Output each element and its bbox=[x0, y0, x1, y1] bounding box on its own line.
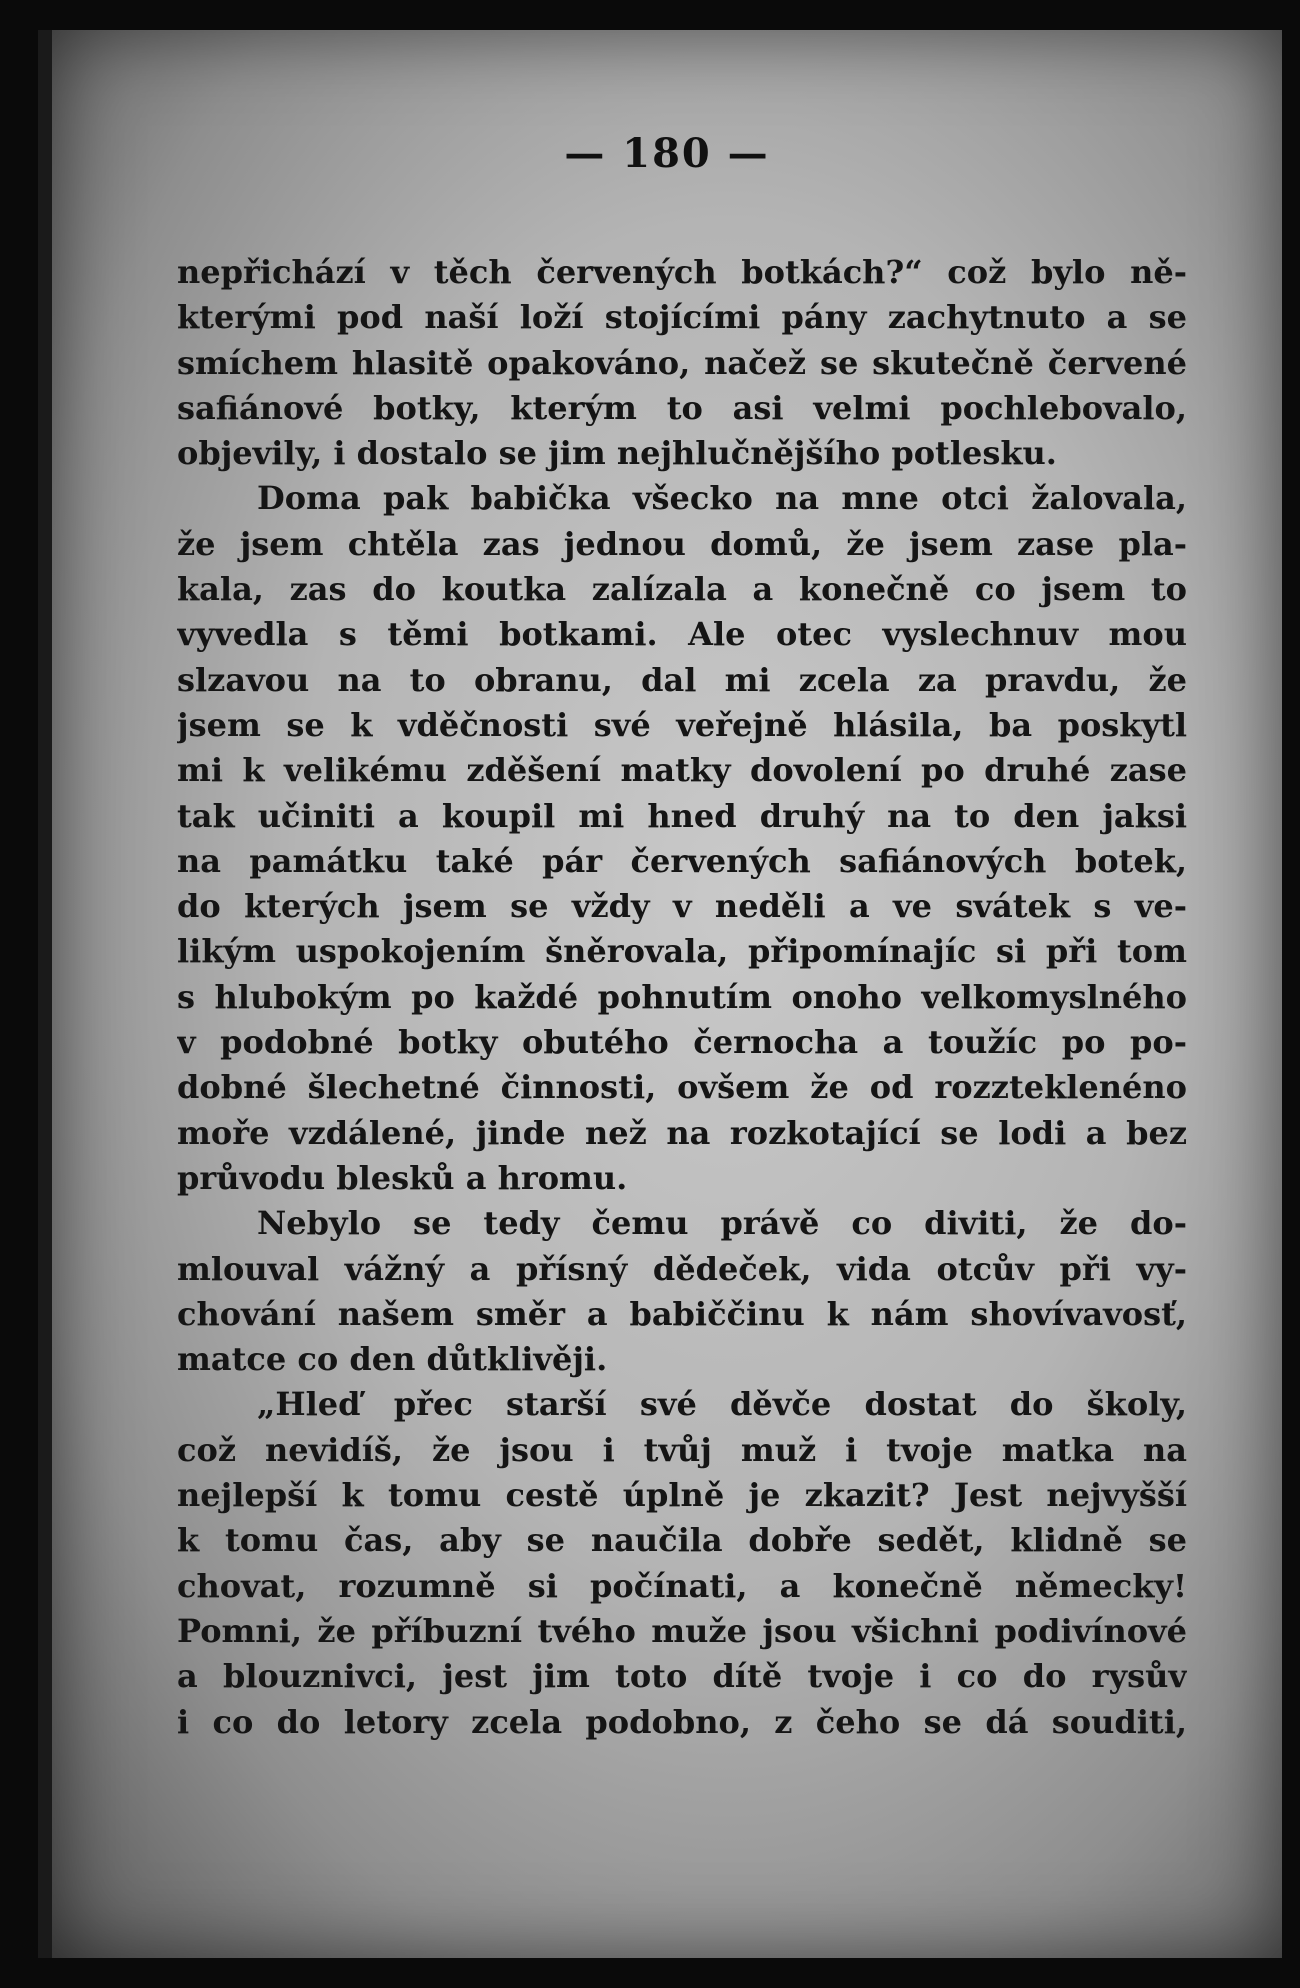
text-line: chování našem směr a babiččinu k nám shovívavosť, bbox=[177, 1294, 1187, 1333]
text-line: objevily, i dostalo se jim nejhlučnějšího potlesku. bbox=[177, 434, 1057, 473]
text-line: na památku také pár červených safiánových botek, bbox=[177, 841, 1187, 880]
text-line: i co do letory zcela podobno, z čeho se dá souditi, bbox=[177, 1702, 1187, 1741]
text-line: což nevidíš, že jsou i tvůj muž i tvoje matka na bbox=[177, 1430, 1187, 1469]
text-line: nepřichází v těch červených botkách?“ což bylo ně- bbox=[177, 253, 1187, 291]
text-line: Nebylo se tedy čemu právě co diviti, že do- bbox=[257, 1204, 1187, 1243]
text-line: nejlepší k tomu cestě úplně je zkazit? Jest nejvyšší bbox=[177, 1476, 1187, 1515]
text-line: „Hleď přec starší své děvče dostat do školy, bbox=[257, 1385, 1187, 1424]
text-line: s hlubokým po každé pohnutím onoho velkomyslného bbox=[177, 977, 1187, 1016]
body-text bbox=[177, 250, 1187, 1745]
text-line: Pomni, že příbuzní tvého muže jsou všichni podivínové bbox=[177, 1611, 1187, 1650]
text-line: likým uspokojením šněrovala, připomínajíc si při tom bbox=[177, 932, 1187, 971]
text-line: tak učiniti a koupil mi hned druhý na to den jaksi bbox=[177, 796, 1187, 835]
text-line: jsem se k vděčnosti své veřejně hlásila, ba poskytl bbox=[177, 705, 1187, 744]
text-line: moře vzdálené, jinde než na rozkotající se lodi a bez bbox=[177, 1113, 1187, 1152]
text-line: do kterých jsem se vždy v neděli a ve svátek s ve- bbox=[177, 887, 1187, 926]
text-line: safiánové botky, kterým to asi velmi pochlebovalo, bbox=[177, 388, 1187, 427]
book-page bbox=[38, 30, 1282, 1958]
text-line: vyvedla s těmi botkami. Ale otec vyslechnuv mou bbox=[177, 615, 1187, 654]
text-line: matce co den důtklivěji. bbox=[177, 1340, 608, 1379]
text-line: že jsem chtěla zas jednou domů, že jsem zase pla- bbox=[177, 524, 1187, 563]
text-line: k tomu čas, aby se naučila dobře sedět, klidně se bbox=[177, 1521, 1187, 1560]
text-line: v podobné botky obutého černocha a toužíc po po- bbox=[177, 1023, 1187, 1062]
text-line: Doma pak babička všecko na mne otci žalovala, bbox=[257, 479, 1187, 518]
text-line: smíchem hlasitě opakováno, načež se skutečně červené bbox=[177, 343, 1187, 382]
page-number: — 180 — bbox=[564, 130, 770, 177]
text-line: mlouval vážný a přísný dědeček, vida otcův při vy- bbox=[177, 1249, 1187, 1288]
text-line: slzavou na to obranu, dal mi zcela za pravdu, že bbox=[177, 660, 1187, 699]
text-line: kala, zas do koutka zalízala a konečně co jsem to bbox=[177, 570, 1187, 609]
text-line: dobné šlechetné činnosti, ovšem že od rozzteklenéno bbox=[177, 1068, 1187, 1107]
text-line: a blouznivci, jest jim toto dítě tvoje i co do rysův bbox=[177, 1657, 1187, 1696]
text-line: mi k velikému zděšení matky dovolení po druhé zase bbox=[177, 751, 1187, 790]
text-line: kterými pod naší loží stojícími pány zachytnuto a se bbox=[177, 298, 1187, 337]
text-line: chovat, rozumně si počínati, a konečně německy! bbox=[177, 1566, 1187, 1605]
text-line: průvodu blesků a hromu. bbox=[177, 1158, 628, 1197]
